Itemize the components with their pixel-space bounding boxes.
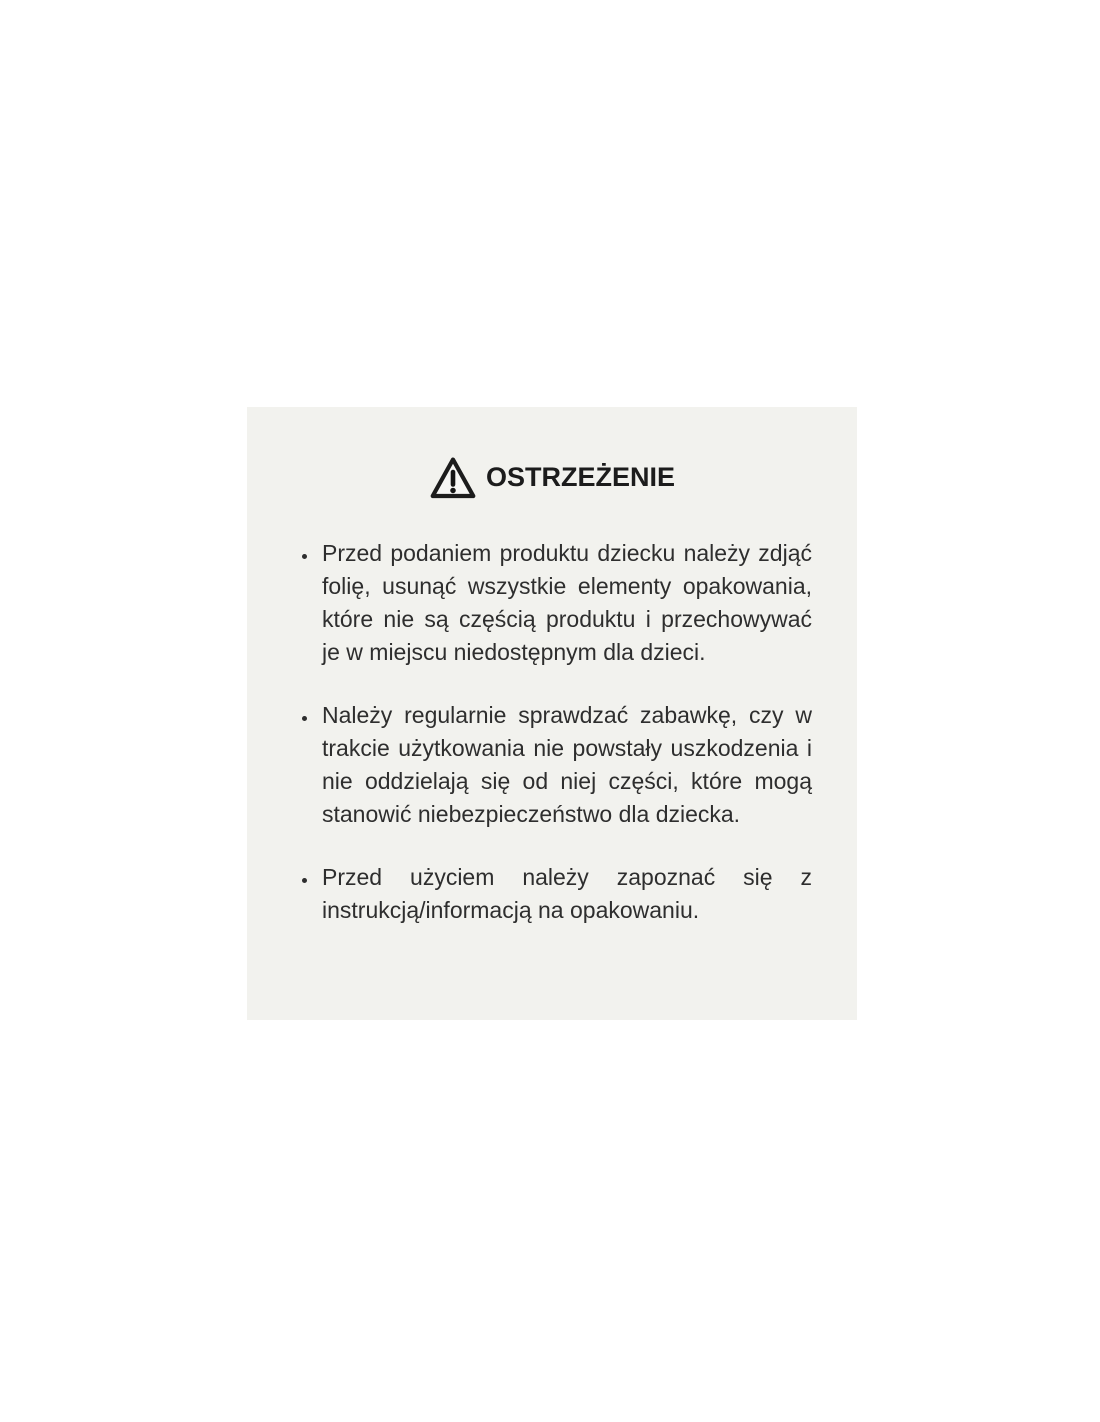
warning-title: OSTRZEŻENIE (485, 462, 675, 493)
warning-panel (247, 407, 857, 1020)
warning-triangle-icon (429, 455, 477, 501)
warning-header (292, 455, 812, 501)
warning-bullet-1: • Przed podaniem produktu dziecku należy zdjąć folię, usunąć wszystkie elementy opakowania, które nie są częścią produktu i przechowywać je w miejscu niedostępnym dla dzieci. (319, 537, 812, 669)
warning-bullet-3: • Przed użyciem należy zapoznać się z instrukcją/informacją na opakowaniu. (319, 861, 812, 927)
warning-bullet-2: • Należy regularnie sprawdzać zabawkę, czy w trakcie użytkowania nie powstały uszkodzenia i nie oddzielają się od niej części, które mogą stanowić niebezpieczeństwo dla dziecka. (319, 699, 812, 831)
warning-bullet-list (292, 537, 812, 927)
